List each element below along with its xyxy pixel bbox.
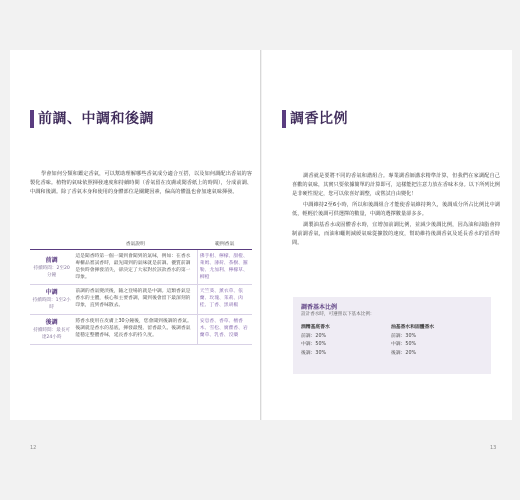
ratio-line: 後調：30% — [301, 350, 327, 356]
stage-name: 前調 — [45, 256, 58, 264]
table-row — [30, 250, 252, 285]
table-header-row — [30, 238, 252, 250]
ratio-line: 前調：30% — [391, 333, 417, 339]
table-header-description: 香氣說明 — [73, 238, 197, 250]
table-row — [30, 315, 252, 345]
page-title: 調香比例 — [290, 111, 348, 127]
description-cell: 將香水使用在皮膚上30分鐘後，您會聞到後調的香氣。後調就是香水的基底，揮發最慢、留香最久。後調香氣能穩定整體香味，延長香水的持久度。 — [73, 315, 197, 345]
table-header-examples: 範例香氣 — [197, 238, 252, 250]
stage-cell — [30, 285, 73, 315]
examples-cell: 佛手柑、檸檬、甜橙、萊姆、薄荷、茶樹、羅勒、尤加利、檸檬草、柳橙 — [197, 250, 252, 285]
paragraph: 調製油基香水或固體香水時，宜增加前調比例，並減少後調比例，因為油和油脂會抑制前調香氣，而油和蠟則減緩氣味從擴散的速度，幫助維持後調香氣及延長香水的留香時間。 — [292, 222, 500, 246]
column-heading: 油基香水和固體香水 — [391, 325, 435, 330]
box-subtitle: 設計香水時，可遵照以下基本比例： — [301, 312, 375, 317]
ratio-line: 中調：50% — [301, 342, 327, 347]
paragraph: 調香就是要將不同的香氣和諧組合。專業調香師講求精準計算，但我們在家調配自己喜歡的氣味，其實只要依據簡單的計算即可，這樣能把注意力放在香味本身。以下所列比例是非硬性規定，您可以依喜好調整，或嘗試自由變化！ — [292, 173, 500, 197]
stage-cell — [30, 315, 73, 345]
box-title: 調香基本比例 — [301, 304, 338, 311]
description-cell: 前調的香氣變淡後，隨之登場的就是中調。這類香氣是香水的主體，核心和主要香調，聞到後會留下最深刻的印象，直到香味散去。 — [73, 285, 197, 315]
ratio-line: 中調：50% — [391, 342, 417, 347]
right-page — [262, 50, 512, 451]
oil-ratio-column — [391, 324, 434, 358]
left-page — [10, 50, 260, 451]
stage-duration: 持續時間：2至20分鐘 — [33, 265, 70, 278]
intro-paragraph — [30, 170, 252, 199]
stage-name: 中調 — [45, 289, 58, 296]
ratio-line: 前調：20% — [301, 333, 327, 339]
examples-cell: 天竺葵、薰衣草、依蘭、玫瑰、茉莉、肉桂、丁香、黑胡椒 — [197, 285, 252, 315]
column-heading: 酒精基底香水 — [301, 325, 330, 330]
table-row — [30, 285, 252, 315]
stage-duration: 持續時間：1至2小時 — [32, 298, 71, 310]
title-accent-bar — [30, 110, 34, 128]
paragraph: 中調維持2至6小時，所以和後調組合才能使香氣維持夠久，後調成分所占比例比中調低，輕輕於後調可供選擇的數量，中調的選擇數量卻多多。 — [292, 202, 500, 217]
ratio-info-box — [293, 297, 491, 374]
stage-name: 後調 — [45, 319, 58, 326]
intro-text: 學會如何分類和鑑定香氣，可以幫助理解哪些香氣成分適合互搭，以及如何調配出香氣的客製化香味。植物的氣味依照揮發速度和持續時間（香氣留在皮膚或聞香紙上的時間），分成前調、中調和後調。除了香氣本身和使用的身體部位是關鍵因素，偏高的體溫也會加速氣味揮發。 — [30, 171, 252, 195]
page-number: 12 — [30, 445, 37, 451]
alcohol-ratio-column — [301, 324, 330, 358]
ratio-line: 後調：20% — [391, 350, 417, 356]
body-text — [292, 172, 500, 250]
title-accent-bar — [282, 110, 286, 128]
page-number: 13 — [490, 445, 497, 451]
stage-cell — [30, 250, 73, 285]
notes-table — [30, 238, 252, 345]
table-header-blank — [30, 238, 73, 250]
page-title: 前調、中調和後調 — [38, 111, 154, 127]
description-cell: 這是聞香時第一個一聞到會聞到的氣味，例如：在香水專櫃品嘗試香時，最先聞到的氣味就是前調。優質前調是快時會揮發消失，卻決定了大家對於該款香水的第一印象。 — [73, 250, 197, 285]
examples-cell: 安息香、香草、檀香木、雪松、廣藿香、岩蘭草、乳香、沒藥 — [197, 315, 252, 345]
stage-duration: 持續時間：最長可達24小時 — [33, 328, 71, 340]
